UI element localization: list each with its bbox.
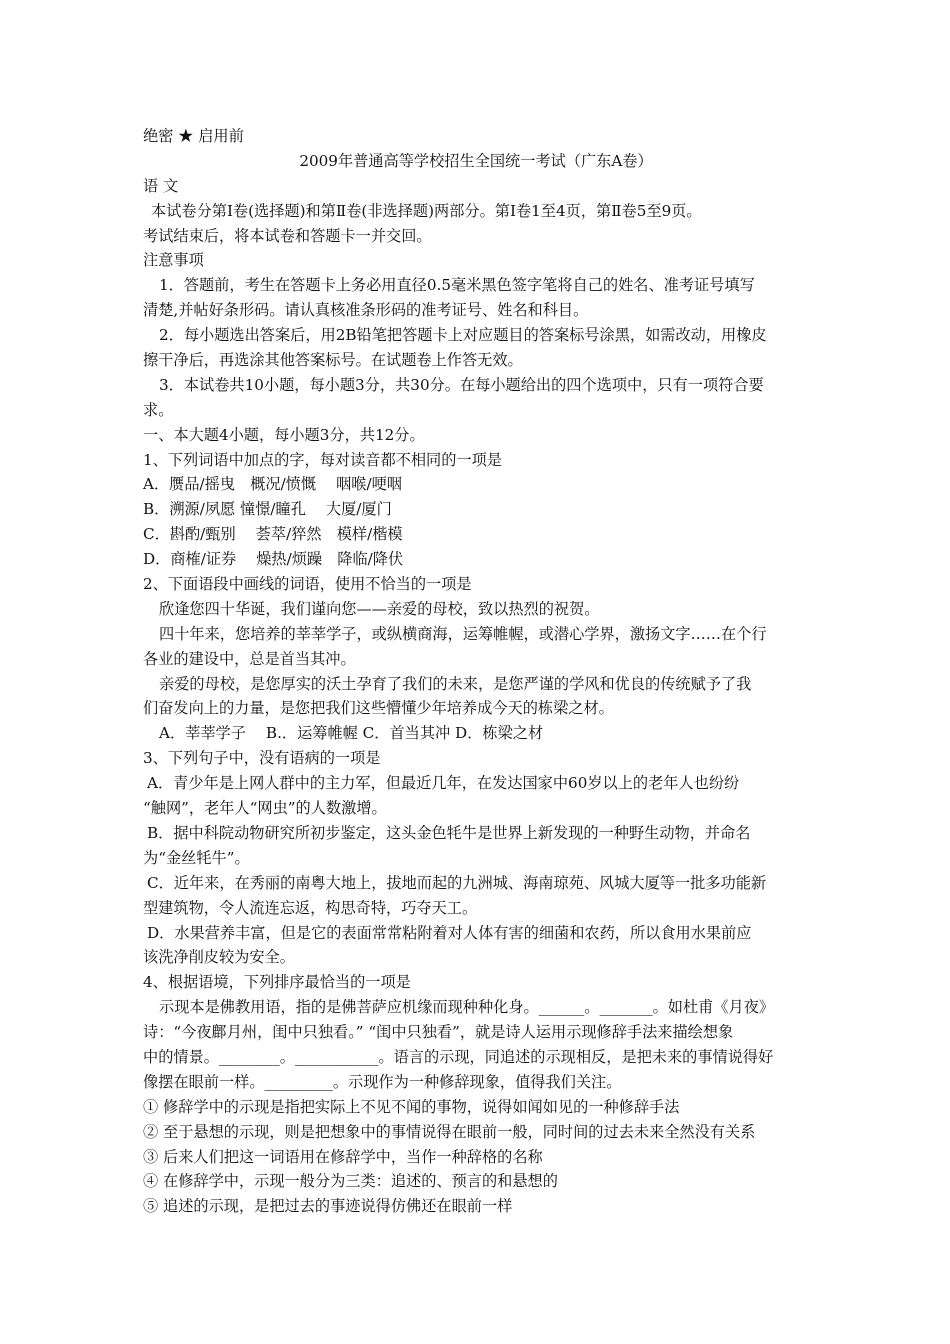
section-heading: 一、本大题4小题，每小题3分，共12分。: [143, 425, 425, 444]
question-2-passage: 欣逢您四十华诞，我们谨向您——亲爱的母校，致以热烈的祝贺。: [159, 599, 600, 618]
subject-label: 语 文: [143, 176, 179, 195]
question-3-line: 该洗净削皮较为安全。: [143, 948, 295, 967]
question-4-passage: 诗：“今夜鄜月州，闺中只独看。” “闺中只独看”，就是诗人运用示现修辞手法来描绘想象: [143, 1023, 734, 1042]
question-3-line: 为“金丝牦牛”。: [143, 848, 250, 867]
note-line: 3．本试卷共10小题，每小题3分，共30分。在每小题给出的四个选项中，只有一项符合要: [159, 375, 764, 394]
intro-line: 本试卷分第Ⅰ卷(选择题)和第Ⅱ卷(非选择题)两部分。第Ⅰ卷1至4页，第Ⅱ卷5至9页。: [151, 201, 702, 220]
question-2-passage: 四十年来，您培养的莘莘学子，或纵横商海，运筹帷幄，或潜心学界，激扬文字……在个行: [159, 624, 767, 643]
question-3-line: C．近年来，在秀丽的南粤大地上，拔地而起的九洲城、海南琼苑、风城大厦等一批多功能新: [147, 873, 767, 892]
question-2-passage: 各业的建设中，总是首当其冲。: [143, 649, 356, 668]
note-line: 2．每小题选出答案后，用2B铅笔把答题卡上对应题目的答案标号涂黑，如需改动，用橡皮: [159, 326, 767, 345]
notes-heading: 注意事项: [143, 251, 204, 270]
question-4-passage: 中的情景。________。___________。语言的示现，同追述的示现相反，是把未来的事情说得好: [143, 1047, 774, 1066]
secret-label: 绝密 ★ 启用前: [143, 127, 244, 145]
question-4-passage: 像摆在眼前一样。_________。示现作为一种修辞现象，值得我们关注。: [143, 1072, 622, 1091]
note-line: 擦干净后，再选涂其他答案标号。在试题卷上作答无效。: [143, 351, 523, 370]
question-3-line: A．青少年是上网人群中的主力军，但最近几年，在发达国家中60岁以上的老年人也纷纷: [147, 774, 740, 793]
intro-line: 考试结束后，将本试卷和答题卡一并交回。: [143, 226, 432, 245]
question-4-passage: 示现本是佛教用语，指的是佛菩萨应机缘而现种种化身。______。_______。如杜甫《月夜》: [159, 998, 775, 1017]
question-3-line: 型建筑物，令人流连忘返，构思奇特，巧夺天工。: [143, 898, 478, 917]
question-1-option: B．溯源/夙愿 憧憬/瞳孔 大厦/厦门: [143, 500, 392, 519]
question-1-option: D．商榷/证券 燥热/烦躁 降临/降伏: [143, 550, 404, 569]
note-line: 清楚,并帖好条形码。请认真核准条形码的准考证号、姓名和科目。: [143, 301, 589, 320]
question-1-option: A．赝品/摇曳 概况/愤慨 咽喉/哽咽: [143, 475, 402, 494]
question-2-passage: 们奋发向上的力量，是您把我们这些懵懂少年培养成今天的栋梁之材。: [143, 699, 614, 718]
question-3-line: “触网”，老年人“网虫”的人数激增。: [143, 799, 387, 818]
question-1-option: C．斟酌/甄别 荟萃/猝然 模样/楷模: [143, 525, 403, 544]
question-4-stem: 4、根据语境，下列排序最恰当的一项是: [143, 973, 411, 992]
question-4-item: ⑤ 追述的示现，是把过去的事迹说得仿佛还在眼前一样: [143, 1197, 513, 1216]
note-line: 1．答题前，考生在答题卡上务必用直径0.5毫米黑色签字笔将自己的姓名、准考证号填写: [159, 276, 755, 295]
question-3-line: D．水果营养丰富，但是它的表面常常粘附着对人体有害的细菌和农药，所以食用水果前应: [147, 923, 752, 942]
question-1-stem: 1、下列词语中加点的字，每对读音都不相同的一项是: [143, 450, 502, 469]
question-2-stem: 2、下面语段中画线的词语，使用不恰当的一项是: [143, 575, 472, 594]
question-2-passage: 亲爱的母校，是您厚实的沃土孕育了我们的未来，是您严谨的学风和优良的传统赋予了我: [159, 674, 752, 693]
question-4-item: ③ 后来人们把这一词语用在修辞学中，当作一种辞格的名称: [143, 1147, 543, 1166]
note-line: 求。: [143, 400, 174, 419]
question-4-item: ① 修辞学中的示现是指把实际上不见不闻的事物，说得如闻如见的一种修辞手法: [143, 1097, 680, 1116]
question-4-item: ④ 在修辞学中，示现一般分为三类：追述的、预言的和悬想的: [143, 1172, 558, 1191]
question-3-line: B．据中科院动物研究所初步鉴定，这头金色牦牛是世界上新发现的一种野生动物，并命名: [147, 823, 751, 842]
exam-page: [143, 124, 809, 1219]
question-3-stem: 3、下列句子中，没有语病的一项是: [143, 749, 381, 768]
exam-title: 2009年普通高等学校招生全国统一考试（广东A卷）: [299, 151, 653, 170]
question-2-options: A．莘莘学子 B.．运筹帷幄 C．首当其冲 D．栋梁之材: [159, 724, 544, 743]
question-4-item: ② 至于悬想的示现，则是把想象中的事情说得在眼前一般，同时间的过去未来全然没有关系: [143, 1122, 756, 1141]
